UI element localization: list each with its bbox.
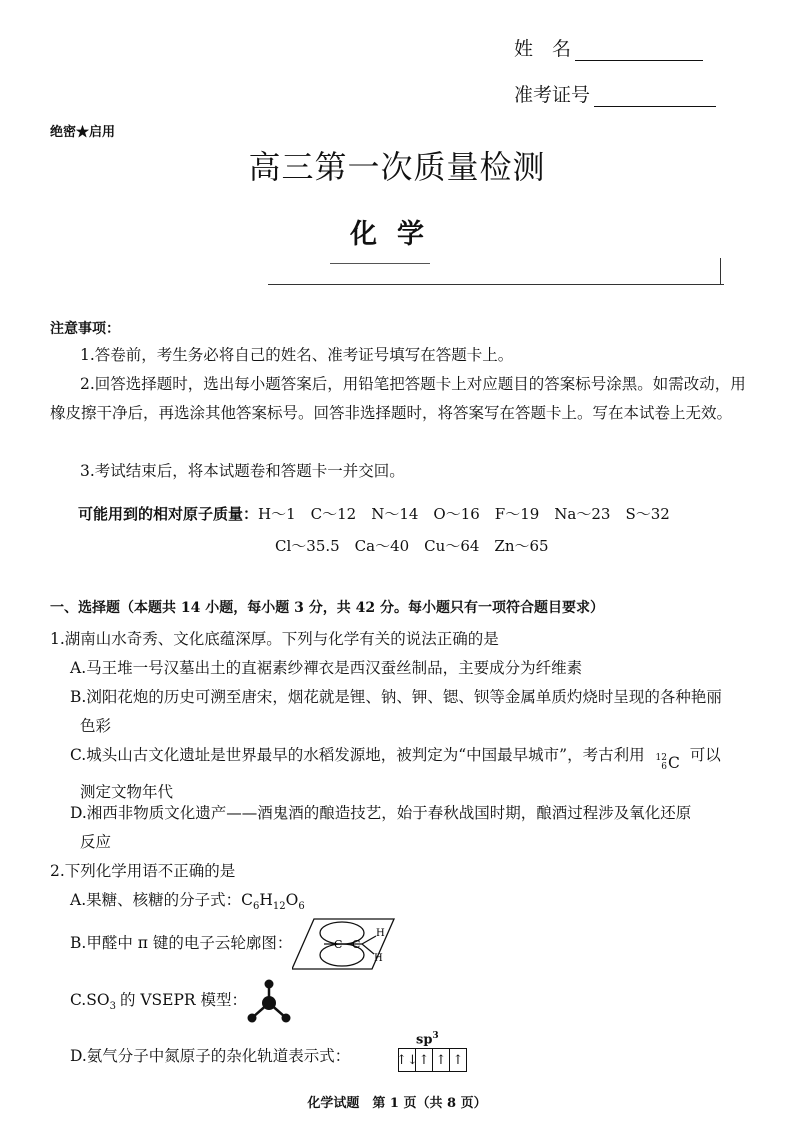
question-1-option-c <box>70 741 750 807</box>
option-line: 反应 <box>80 833 112 851</box>
option-line <box>70 741 750 778</box>
atomic-mass-line-2: Cl～35.5 Ca～40 Cu～64 Zn～65 <box>275 537 549 555</box>
notice-title: 注意事项： <box>50 321 120 337</box>
question-1-option-b <box>70 683 750 741</box>
figure-carbon-label: C <box>334 938 343 951</box>
isotope <box>656 749 680 778</box>
notice-item-2: 2.回答选择题时，选出每小题答案后，用铅笔把答题卡上对应题目的答案标号涂黑。如需改动，用橡皮擦干净后，再选涂其他答案标号。回答非选择题时，将答案写在答题卡上。写在本试卷上无效。 <box>50 375 746 422</box>
ticket-label: 准考证号 <box>514 84 591 106</box>
figure-hydrogen-label: H <box>376 928 385 939</box>
secret-label: 绝密★启用 <box>50 125 116 140</box>
figure-hydrogen-label: H <box>374 953 383 964</box>
question-1-option-d <box>70 799 750 857</box>
hybrid-label: $sp^3$ <box>416 1031 439 1048</box>
question-2-option-c <box>70 986 750 1021</box>
question-2-option-a <box>70 886 750 921</box>
orbital-cell: ↑ <box>452 1052 464 1068</box>
option-text: D.氨气分子中氮原子的杂化轨道表示式： <box>70 1047 351 1065</box>
ticket-blank[interactable] <box>594 84 716 107</box>
page-title: 高三第一次质量检测 <box>248 148 546 186</box>
page-footer: 化学试题 第 1 页（共 8 页） <box>307 1096 487 1111</box>
question-2-option-b <box>70 929 750 958</box>
option-text: C.SO <box>70 991 110 1009</box>
option-text: 的 VSEPR 模型： <box>119 991 248 1009</box>
question-2-stem: 2.下列化学用语不正确的是 <box>50 862 236 880</box>
pi-bond-cloud-figure <box>292 914 396 974</box>
atomic-mass-values: H～1 C～12 N～14 O～16 F～19 Na～23 S～32 <box>258 505 670 523</box>
atomic-mass-label: 可能用到的相对原子质量： <box>78 505 259 523</box>
section-title: 一、选择题（本题共 14 小题，每小题 3 分，共 42 分。每小题只有一项符合题目要求） <box>50 600 604 616</box>
option-line: B.浏阳花炮的历史可溯至唐宋，烟花就是锂、钠、钾、锶、钡等金属单质灼烧时呈现的各种艳丽 <box>70 688 722 706</box>
isotope-mass: 12 <box>655 753 667 763</box>
isotope-number: 6 <box>661 762 667 772</box>
option-text: 可以 <box>689 746 721 764</box>
option-text: A.果糖、核糖的分子式： <box>70 891 242 909</box>
isotope-symbol: C <box>667 753 680 772</box>
option-line: 色彩 <box>80 717 112 735</box>
orbital-cell: ↑ <box>416 1049 433 1071</box>
atomic-mass-line-1 <box>78 500 670 528</box>
option-text: B.甲醛中 π 键的电子云轮廓图： <box>70 934 293 952</box>
orbital-cell: ↑ <box>433 1049 450 1071</box>
orbital-cell: ↑↓ <box>399 1049 416 1071</box>
question-1-option-a: A.马王堆一号汉墓出土的直裾素纱襌衣是西汉蚕丝制品，主要成分为纤维素 <box>70 659 583 677</box>
divider <box>720 258 721 285</box>
orbital-diagram <box>398 1048 467 1072</box>
subscript: 3 <box>109 1001 116 1013</box>
subject-title: 化学 <box>350 219 444 250</box>
option-text: C.城头山古文化遗址是世界最早的水稻发源地，被判定为“中国最早城市”，考古利用 <box>70 746 645 764</box>
molecular-formula: $C_6H_{12}O_6$ <box>241 891 305 913</box>
name-field <box>514 34 703 61</box>
option-line: 测定文物年代 <box>80 782 174 801</box>
question-1-stem: 1.湖南山水奇秀、文化底蕴深厚。下列与化学有关的说法正确的是 <box>50 630 499 648</box>
ticket-field <box>514 80 716 107</box>
notice-item-3: 3.考试结束后，将本试题卷和答题卡一并交回。 <box>80 462 405 480</box>
divider <box>268 284 724 285</box>
figure-carbon-label: C <box>352 938 361 951</box>
vsepr-model-figure <box>245 977 293 1027</box>
option-line: D.湘西非物质文化遗产——酒鬼酒的酿造技艺，始于春秋战国时期，酿酒过程涉及氧化还原 <box>70 804 692 822</box>
name-blank[interactable] <box>575 38 703 61</box>
notice-item-1: 1.答卷前，考生务必将自己的姓名、准考证号填写在答题卡上。 <box>80 346 514 364</box>
divider <box>330 263 430 264</box>
name-label: 姓 名 <box>514 38 572 60</box>
